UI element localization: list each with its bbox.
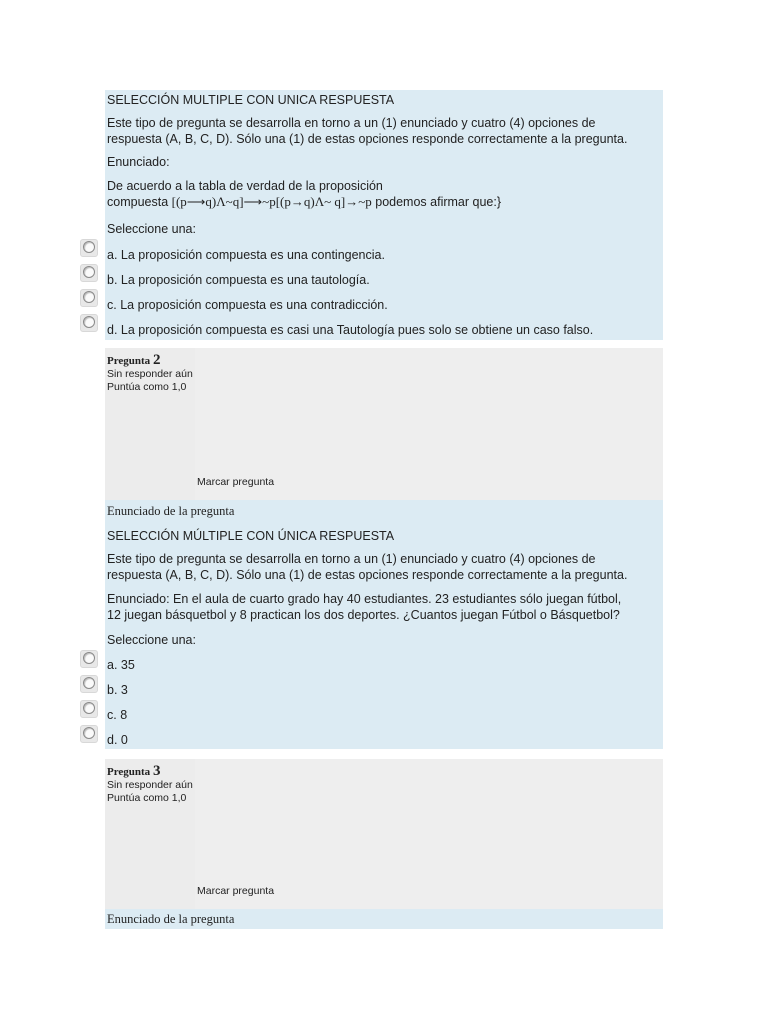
question-2-block <box>105 500 663 749</box>
question-1-title: SELECCIÓN MULTIPLE CON UNICA RESPUESTA <box>107 93 395 107</box>
question-2-number: 2 <box>152 352 161 368</box>
question-1-desc-line2: respuesta (A, B, C, D). Sólo una (1) de estas opciones responde correctamente a la pregunta. <box>107 132 628 146</box>
question-2-status: Sin responder aún <box>107 368 193 380</box>
question-2-option-c[interactable]: c. 8 <box>107 708 128 722</box>
question-1-option-a[interactable]: a. La proposición compuesta es una contingencia. <box>107 248 385 262</box>
question-2-option-d[interactable]: d. 0 <box>107 733 128 747</box>
question-1-block <box>105 90 663 340</box>
question-3-heading: Enunciado de la pregunta <box>107 912 235 926</box>
question-1-option-a-radio[interactable] <box>83 241 95 253</box>
question-1-formula: [(p⟶q)Λ~q]⟶~p[(p→q)Λ~ q]→~p <box>171 194 372 209</box>
question-1-stem-text-b: podemos afirmar que:} <box>371 195 502 209</box>
question-2-stem-line2: 12 juegan básquetbol y 8 practican los dos deportes. ¿Cuantos juegan Fútbol o Básquetbol? <box>107 608 620 622</box>
question-1-select-label: Seleccione una: <box>107 222 196 236</box>
question-3-flag-link[interactable]: Marcar pregunta <box>197 885 275 897</box>
question-1-option-d-radio[interactable] <box>83 316 95 328</box>
question-1-enunciado-label: Enunciado: <box>107 155 170 169</box>
question-2-option-c-radio[interactable] <box>83 702 95 714</box>
question-1-stem-line2 <box>107 194 501 210</box>
question-2-desc-line2: respuesta (A, B, C, D). Sólo una (1) de estas opciones responde correctamente a la pregunta. <box>107 568 628 582</box>
question-1-option-b[interactable]: b. La proposición compuesta es una tautología. <box>107 273 370 287</box>
question-2-flag-link[interactable]: Marcar pregunta <box>197 476 275 488</box>
question-3-score: Puntúa como 1,0 <box>107 792 187 804</box>
question-1-option-c[interactable]: c. La proposición compuesta es una contradicción. <box>107 298 388 312</box>
question-3-block <box>105 909 663 929</box>
question-2-option-a[interactable]: a. 35 <box>107 658 135 672</box>
question-2-select-label: Seleccione una: <box>107 633 196 647</box>
question-2-score: Puntúa como 1,0 <box>107 381 187 393</box>
question-2-option-b[interactable]: b. 3 <box>107 683 128 697</box>
question-2-option-b-radio[interactable] <box>83 677 95 689</box>
question-1-option-b-radio[interactable] <box>83 266 95 278</box>
question-2-stem-line1: Enunciado: En el aula de cuarto grado hay 40 estudiantes. 23 estudiantes sólo juegan fútbol, <box>107 592 622 606</box>
question-2-desc-line1: Este tipo de pregunta se desarrolla en torno a un (1) enunciado y cuatro (4) opciones de <box>107 552 596 566</box>
question-1-desc-line1: Este tipo de pregunta se desarrolla en torno a un (1) enunciado y cuatro (4) opciones de <box>107 116 596 130</box>
question-2-number-label: Pregunta 2 <box>107 352 161 368</box>
question-2-option-d-radio[interactable] <box>83 727 95 739</box>
question-2-heading: Enunciado de la pregunta <box>107 504 235 518</box>
question-1-option-d[interactable]: d. La proposición compuesta es casi una Tautología pues solo se obtiene un caso falso. <box>107 323 594 337</box>
question-3-number-label: Pregunta 3 <box>107 763 161 779</box>
question-2-info-box <box>105 348 663 500</box>
question-1-option-c-radio[interactable] <box>83 291 95 303</box>
question-2-title: SELECCIÓN MÚLTIPLE CON ÚNICA RESPUESTA <box>107 529 395 543</box>
question-2-option-a-radio[interactable] <box>83 652 95 664</box>
question-3-status: Sin responder aún <box>107 779 193 791</box>
question-1-stem-line1: De acuerdo a la tabla de verdad de la proposición <box>107 179 383 193</box>
question-3-info-box <box>105 759 663 909</box>
question-1-stem-text-a: compuesta <box>107 195 172 209</box>
question-3-number: 3 <box>152 763 161 779</box>
